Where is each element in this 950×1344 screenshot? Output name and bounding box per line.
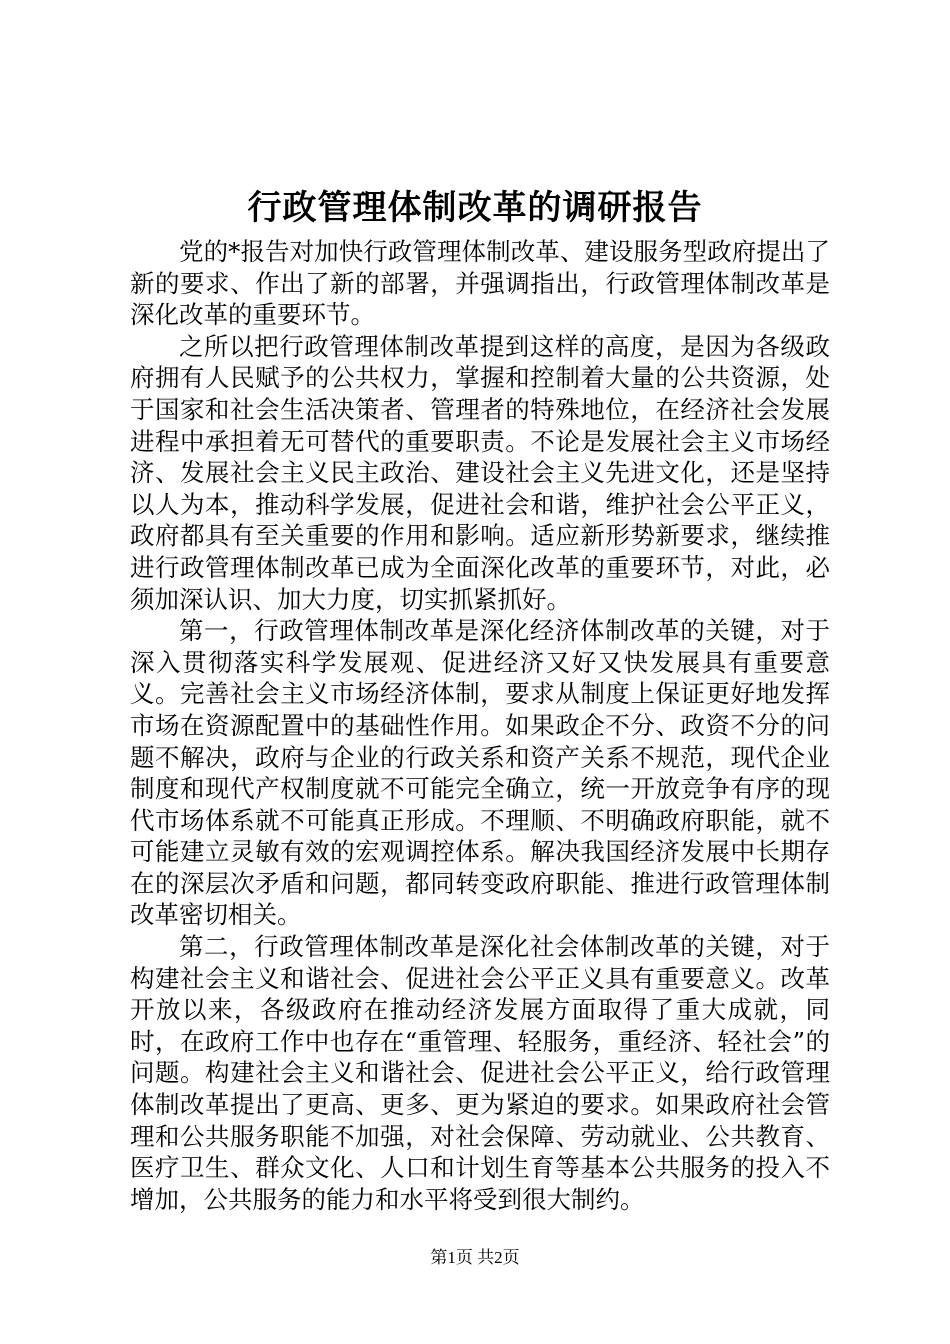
paragraph: 之所以把行政管理体制改革提到这样的高度，是因为各级政府拥有人民赋予的公共权力，掌握和控制着大量的公共资源，处于国家和社会生活决策者、管理者的特殊地位，在经济社会发展进程中承担着无可替代的重要职责。不论是发展社会主义市场经济、发展社会主义民主政治、建设社会主义先进文化，还是坚持以人为本，推动科学发展，促进社会和谐，维护社会公平正义，政府都具有至关重要的作用和影响。适应新形势新要求，继续推进行政管理体制改革已成为全面深化改革的重要环节，对此，必须加深认识、加大力度，切实抓紧抓好。	[130, 331, 830, 614]
paragraph: 第一，行政管理体制改革是深化经济体制改革的关键，对于深入贯彻落实科学发展观、促进经济又好又快发展具有重要意义。完善社会主义市场经济体制，要求从制度上保证更好地发挥市场在资源配置中的基础性作用。如果政企不分、政资不分的问题不解决，政府与企业的行政关系和资产关系不规范，现代企业制度和现代产权制度就不可能完全确立，统一开放竞争有序的现代市场体系就不可能真正形成。不理顺、不明确政府职能，就不可能建立灵敏有效的宏观调控体系。解决我国经济发展中长期存在的深层次矛盾和问题，都同转变政府职能、推进行政管理体制改革密切相关。	[130, 616, 830, 930]
document-title: 行政管理体制改革的调研报告	[247, 188, 703, 228]
paragraph: 第二，行政管理体制改革是深化社会体制改革的关键，对于构建社会主义和谐社会、促进社会公平正义具有重要意义。改革开放以来，各级政府在推动经济发展方面取得了重大成就，同时，在政府工作中也存在“重管理、轻服务，重经济、轻社会”的问题。构建社会主义和谐社会、促进社会公平正义，给行政管理体制改革提出了更高、更多、更为紧迫的要求。如果政府社会管理和公共服务职能不加强，对社会保障、劳动就业、公共教育、医疗卫生、群众文化、人口和计划生育等基本公共服务的投入不增加，公共服务的能力和水平将受到很大制约。	[130, 932, 830, 1214]
paragraph: 党的*报告对加快行政管理体制改革、建设服务型政府提出了新的要求、作出了新的部署，并强调指出，行政管理体制改革是深化改革的重要环节。	[130, 237, 830, 330]
page-footer: 第1页 共2页	[430, 1248, 520, 1267]
document-body	[130, 236, 830, 1215]
